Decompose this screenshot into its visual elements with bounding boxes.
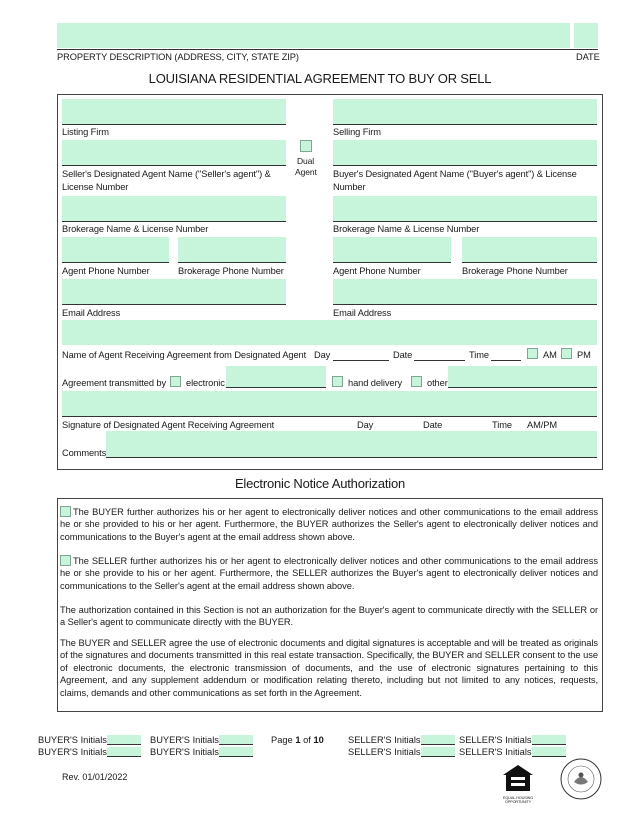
buyer-initials-field[interactable] xyxy=(219,735,253,745)
buyer-initials-field[interactable] xyxy=(107,747,141,757)
seller-initials-label: SELLER'S Initials xyxy=(459,747,532,757)
receipt-day-label: Day xyxy=(314,350,331,360)
seller-initials-label: SELLER'S Initials xyxy=(348,747,421,757)
receiving-agent-field[interactable] xyxy=(62,320,597,345)
hand-delivery-checkbox[interactable] xyxy=(332,376,343,387)
property-description-field[interactable] xyxy=(57,23,570,48)
selling-firm-field[interactable] xyxy=(333,99,597,124)
agent-phone-right-label: Agent Phone Number xyxy=(333,266,421,276)
am-checkbox[interactable] xyxy=(527,348,538,359)
buyer-initials-field[interactable] xyxy=(219,747,253,757)
signature-line xyxy=(62,416,597,417)
header-underline xyxy=(57,49,598,50)
brokerage-phone-left-line xyxy=(178,262,286,263)
seller-initials-3 xyxy=(459,735,566,745)
receipt-day-line xyxy=(333,360,389,361)
state-seal xyxy=(560,758,602,800)
equal-housing-logo xyxy=(500,763,536,804)
comments-line xyxy=(106,457,597,458)
am-label: AM xyxy=(543,350,557,360)
seller-initials-label: SELLER'S Initials xyxy=(348,735,421,745)
dual-agent-label-1: Dual xyxy=(297,156,315,166)
electronic-notice-heading: Electronic Notice Authorization xyxy=(234,476,406,491)
buyer-initials-2 xyxy=(38,747,141,757)
brokerage-left-line xyxy=(62,221,286,222)
electronic-documents-paragraph: The BUYER and SELLER agree the use of electronic documents and digital signatures is acceptable and will be treated as originals of the signatures and documents transmitted in this real estate transaction. Specifically, the BUYER and SELLER consent to the use of electronic documents, the electronic transmission of documents, and the use of electronic signatures pertaining to this Agreement, and any supplement addendum or modification relating thereto, including but not limited to any notices, requests, claims, demands and other communications as set forth in the Agreement. xyxy=(60,638,598,698)
buyer-authorization-paragraph xyxy=(60,506,598,543)
buyer-authorization-text: The BUYER further authorizes his or her agent to electronically deliver notices and other communications to the email address he or she provided to his or her agent. Furthermore, the BUYER authorizes the Seller's agent to electronically deliver notices and communications to the Buyer's agent at the email address shown above. xyxy=(60,507,598,542)
hand-delivery-label: hand delivery xyxy=(348,378,403,388)
email-left-label: Email Address xyxy=(62,308,121,318)
selling-firm-label: Selling Firm xyxy=(333,127,381,137)
buyer-initials-label: BUYER'S Initials xyxy=(38,747,107,757)
email-right-field[interactable] xyxy=(333,279,597,304)
buyer-initials-field[interactable] xyxy=(107,735,141,745)
pm-checkbox[interactable] xyxy=(561,348,572,359)
receipt-time-label: Time xyxy=(469,350,489,360)
sellers-agent-label-2: License Number xyxy=(62,182,129,192)
receipt-date-line xyxy=(414,360,465,361)
date-field[interactable] xyxy=(574,23,598,48)
seller-initials-1 xyxy=(348,735,455,745)
buyer-initials-1 xyxy=(38,735,141,745)
buyer-initials-label: BUYER'S Initials xyxy=(38,735,107,745)
comments-field[interactable] xyxy=(106,431,597,457)
seller-initials-field[interactable] xyxy=(532,735,566,745)
other-checkbox[interactable] xyxy=(411,376,422,387)
buyer-initials-3 xyxy=(150,735,253,745)
revision-date: Rev. 01/01/2022 xyxy=(62,772,128,782)
seller-initials-field[interactable] xyxy=(421,747,455,757)
comments-label: Comments xyxy=(62,448,107,458)
agent-phone-left-line xyxy=(62,262,169,263)
brokerage-left-field[interactable] xyxy=(62,196,286,221)
sellers-agent-line xyxy=(62,165,286,166)
brokerage-right-field[interactable] xyxy=(333,196,597,221)
buyer-authorization-checkbox[interactable] xyxy=(60,506,71,517)
brokerage-phone-right-field[interactable] xyxy=(462,237,597,262)
seller-initials-label: SELLER'S Initials xyxy=(459,735,532,745)
buyer-initials-4 xyxy=(150,747,253,757)
listing-firm-label: Listing Firm xyxy=(62,127,109,137)
dual-agent-label-2: Agent xyxy=(295,167,317,177)
seller-authorization-checkbox[interactable] xyxy=(60,555,71,566)
authorization-scope-paragraph: The authorization contained in this Section is not an authorization for the Buyer's agent to communicate directly with the SELLER or a Seller's agent to communicate directly with the BUYER. xyxy=(60,605,598,628)
seller-initials-4 xyxy=(459,747,566,757)
buyer-initials-label: BUYER'S Initials xyxy=(150,747,219,757)
receipt-time-line xyxy=(491,360,521,361)
listing-firm-line xyxy=(62,124,286,125)
brokerage-left-label: Brokerage Name & License Number xyxy=(62,224,209,234)
buyers-agent-label-1: Buyer's Designated Agent Name ("Buyer's agent") & License xyxy=(333,169,577,179)
louisiana-seal-icon xyxy=(560,758,602,800)
property-description-label: PROPERTY DESCRIPTION (ADDRESS, CITY, STATE ZIP) xyxy=(57,52,299,62)
other-label: other xyxy=(427,378,448,388)
transmitted-by-label: Agreement transmitted by xyxy=(62,378,167,388)
receipt-date-label: Date xyxy=(393,350,413,360)
seller-authorization-text: The SELLER further authorizes his or her agent to electronically deliver notices and other communications to the email address he or she provide to his or her agent. Furthermore, the SELLER authorizes the Buyer's agent to electronically deliver notices and communications to the Seller's agent at the email address shown above. xyxy=(60,556,598,591)
seller-authorization-paragraph xyxy=(60,555,598,592)
seller-initials-field[interactable] xyxy=(421,735,455,745)
signature-date-label: Date xyxy=(423,420,443,430)
electronic-label: electronic xyxy=(186,378,225,388)
receiving-agent-label: Name of Agent Receiving Agreement from Designated Agent xyxy=(62,350,307,360)
brokerage-phone-right-label: Brokerage Phone Number xyxy=(462,266,568,276)
seller-initials-2 xyxy=(348,747,455,757)
electronic-detail-field[interactable] xyxy=(226,366,326,387)
brokerage-right-label: Brokerage Name & License Number xyxy=(333,224,480,234)
page-prefix: Page xyxy=(271,735,293,745)
page-number xyxy=(271,735,324,745)
agent-phone-right-field[interactable] xyxy=(333,237,451,262)
document-title: LOUISIANA RESIDENTIAL AGREEMENT TO BUY OR SELL xyxy=(148,71,492,86)
buyer-initials-label: BUYER'S Initials xyxy=(150,735,219,745)
email-right-line xyxy=(333,304,597,305)
buyers-agent-label-2: Number xyxy=(333,182,366,192)
signature-field[interactable] xyxy=(62,391,597,416)
signature-time-label: Time xyxy=(492,420,512,430)
brokerage-phone-right-line xyxy=(462,262,597,263)
agent-phone-left-field[interactable] xyxy=(62,237,169,262)
other-detail-line xyxy=(448,387,597,388)
brokerage-phone-left-field[interactable] xyxy=(178,237,286,262)
page-of: of xyxy=(303,735,311,745)
brokerage-right-line xyxy=(333,221,597,222)
buyers-agent-field[interactable] xyxy=(333,140,597,165)
email-left-field[interactable] xyxy=(62,279,286,304)
brokerage-phone-left-label: Brokerage Phone Number xyxy=(178,266,284,276)
pm-label: PM xyxy=(577,350,591,360)
listing-firm-field[interactable] xyxy=(62,99,286,124)
buyers-agent-line xyxy=(333,165,597,166)
selling-firm-line xyxy=(333,124,597,125)
signature-ampm-label: AM/PM xyxy=(527,420,557,430)
page-total: 10 xyxy=(313,735,324,745)
date-label: DATE xyxy=(576,52,600,62)
electronic-checkbox[interactable] xyxy=(170,376,181,387)
seal-text xyxy=(560,758,561,759)
dual-agent-checkbox[interactable] xyxy=(300,140,312,152)
email-left-line xyxy=(62,304,286,305)
agent-phone-left-label: Agent Phone Number xyxy=(62,266,150,276)
equal-housing-text: EQUAL HOUSING OPPORTUNITY xyxy=(502,796,534,804)
other-detail-field[interactable] xyxy=(448,366,597,387)
signature-day-label: Day xyxy=(357,420,374,430)
page-current: 1 xyxy=(295,735,301,745)
seller-initials-field[interactable] xyxy=(532,747,566,757)
email-right-label: Email Address xyxy=(333,308,392,318)
agent-phone-right-line xyxy=(333,262,451,263)
equal-housing-icon xyxy=(500,763,536,793)
sellers-agent-field[interactable] xyxy=(62,140,286,165)
electronic-detail-line xyxy=(226,387,326,388)
signature-label: Signature of Designated Agent Receiving Agreement xyxy=(62,420,275,430)
sellers-agent-label-1: Seller's Designated Agent Name ("Seller's agent") & xyxy=(62,169,271,179)
